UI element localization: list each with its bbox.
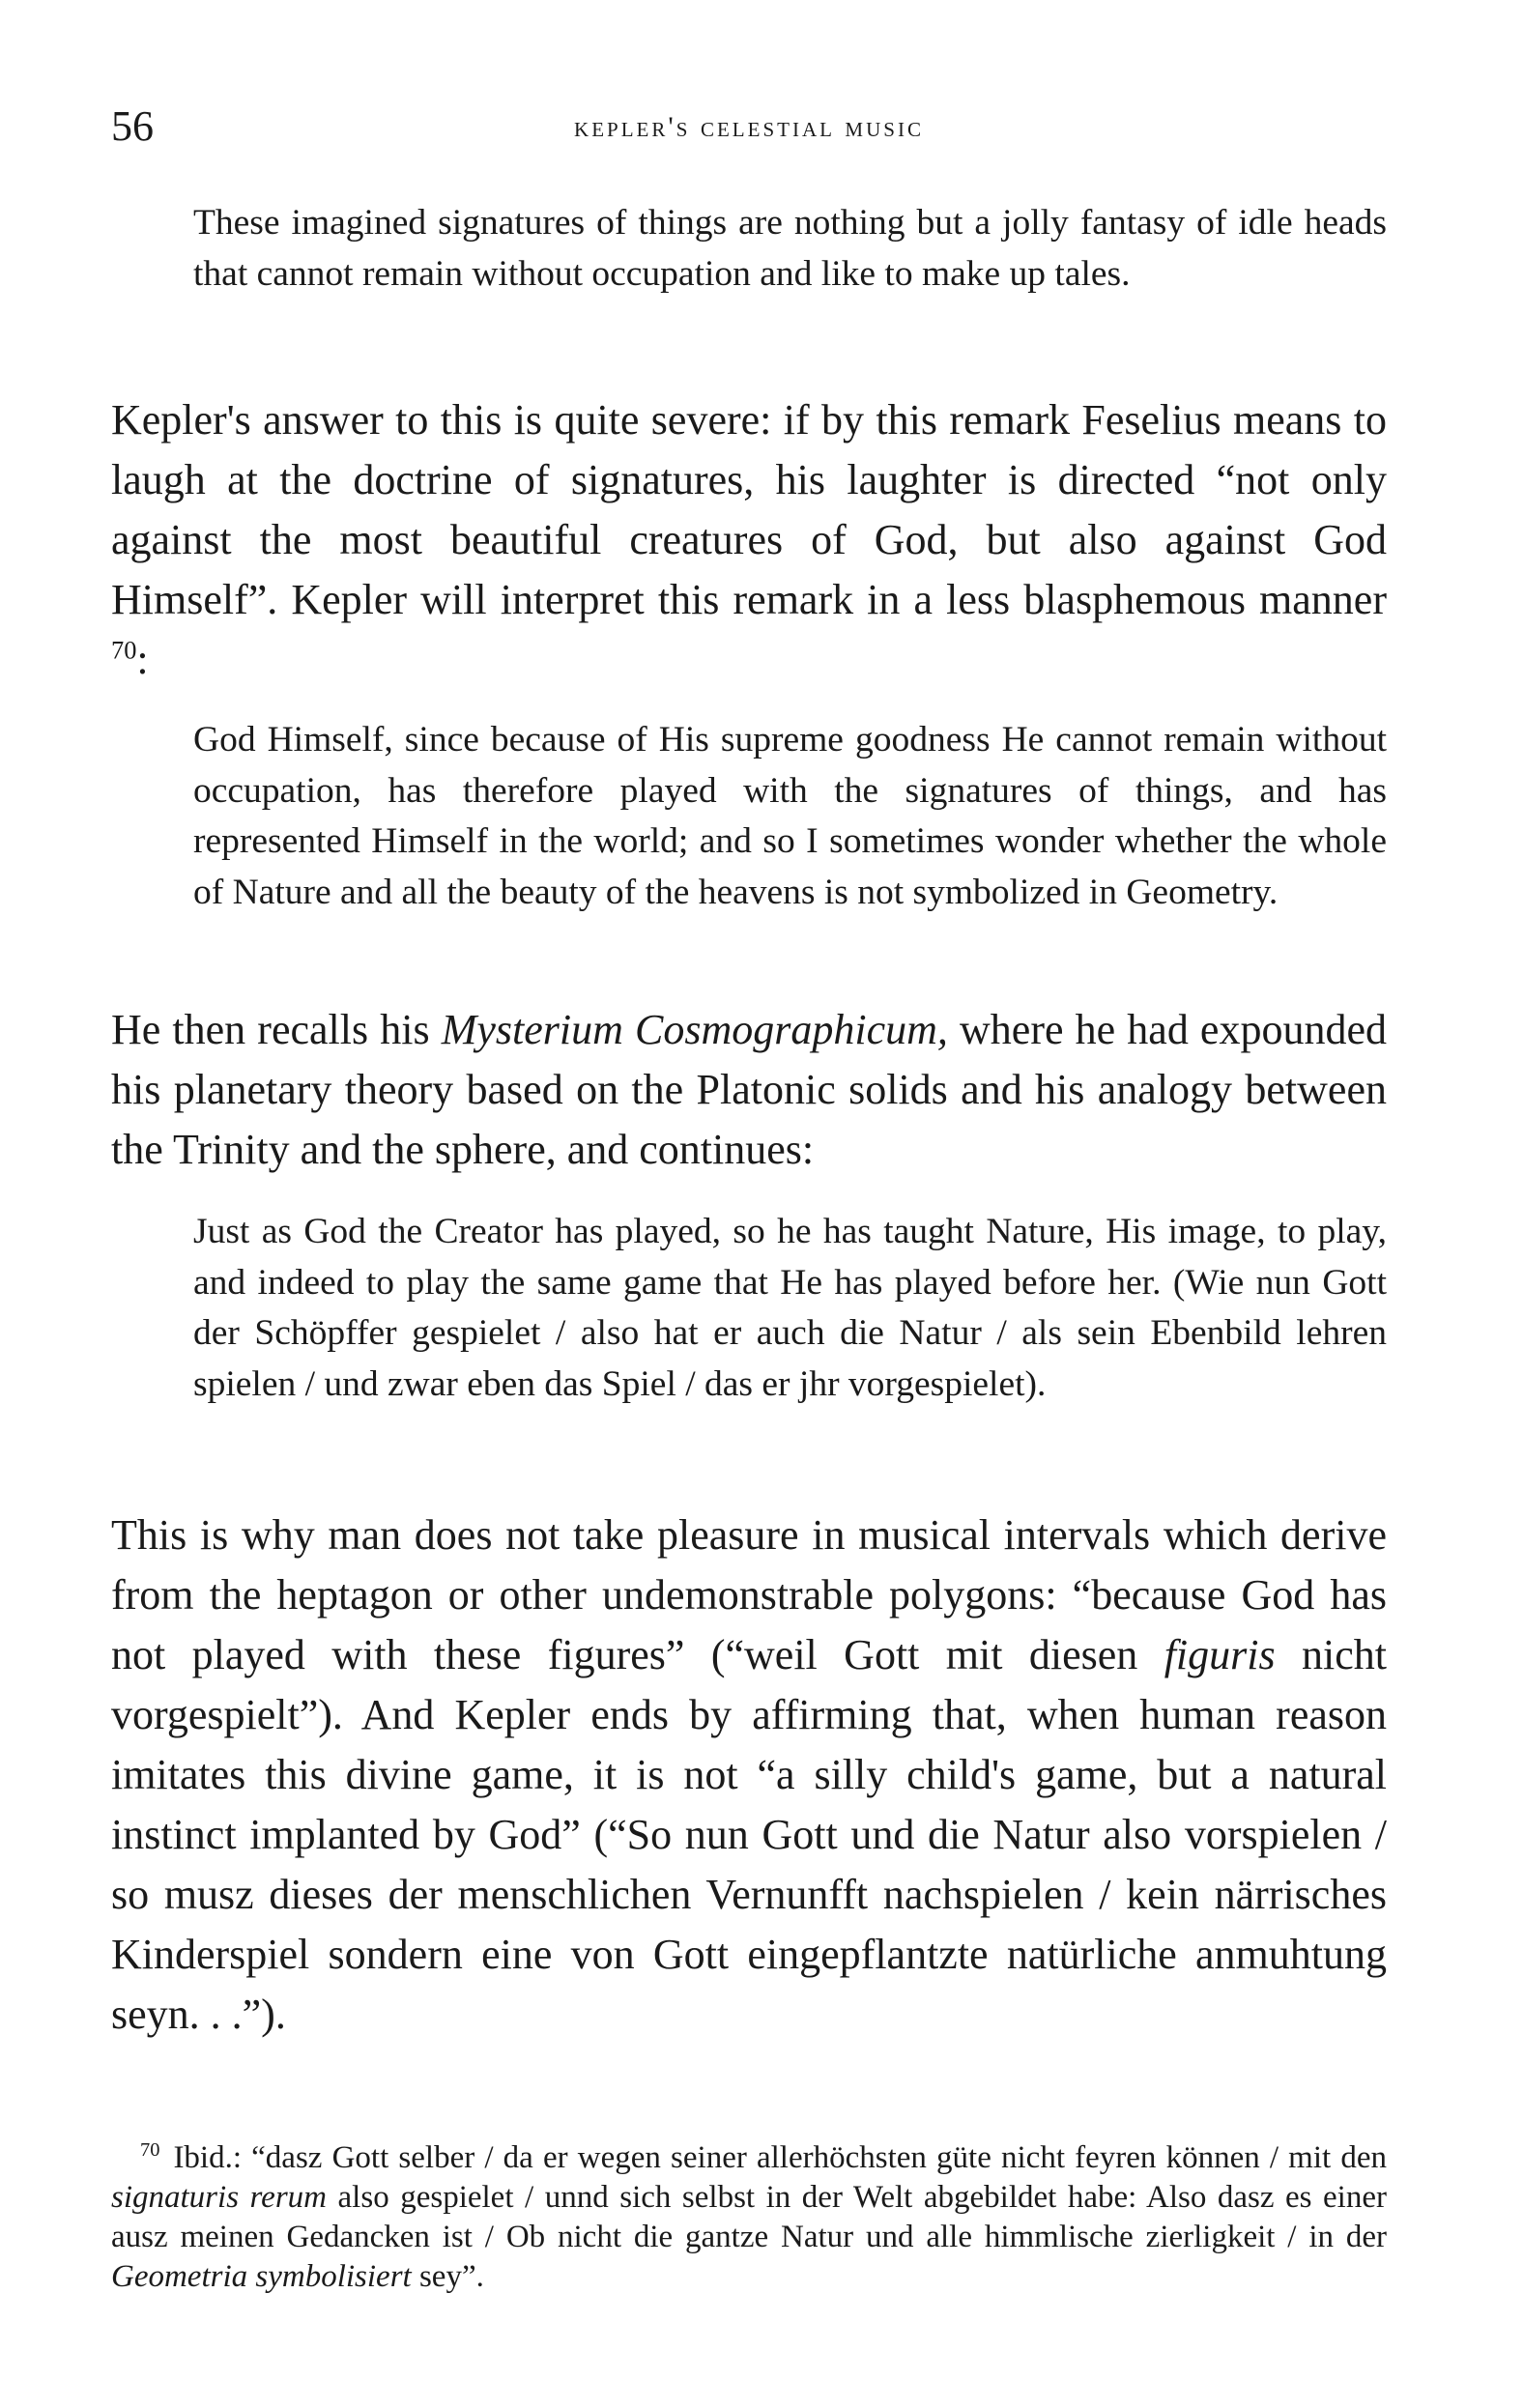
paragraph-text-after: where he had expounded his planetary theory based on the Platonic solids and his analogy between the Trinity and the sphere, and continues: <box>111 1006 1387 1173</box>
block-quote-creator-played <box>193 1207 1387 1410</box>
block-quote-god-himself <box>193 715 1387 918</box>
footnote-text-2: also gespielet / unnd sich selbst in der Welt abgebildet habe: Also dasz es einer ausz meinen Gedancken ist / Ob nicht die gantze Natur und alle himmlische zierligkeit / in der <box>111 2180 1387 2254</box>
footnote-reference[interactable]: 70 <box>111 635 137 665</box>
footnote-number: 70 <box>140 2139 160 2161</box>
quote-text: God Himself, since because of His supreme goodness He cannot remain without occupation, has therefore played with the signatures of things, and has represented Himself in the world; and so I sometimes wonder whether the whole of Nature and all the beauty of the heavens is not symbolized in Geometry. <box>193 720 1387 912</box>
footnote-text-1: Ibid.: “dasz Gott selber / da er wegen seiner allerhöchsten güte nicht feyren können / mit den <box>173 2140 1387 2175</box>
footnote-text-3: sey”. <box>418 2259 484 2294</box>
paragraph-text-before: He then recalls his <box>111 1006 430 1053</box>
footnote-body <box>111 2138 1387 2297</box>
page-header <box>111 101 1387 159</box>
footnote-italic-2: Geometria symbolisiert <box>111 2259 412 2294</box>
footnote <box>111 2138 1387 2297</box>
quote-text: Just as God the Creator has played, so he has taught Nature, His image, to play, and indeed to play the same game that He has played before her. (Wie nun Gott der Schöpffer gespielet / also hat er auch die Natur / als sein Ebenbild lehren spielen / und zwar eben das Spiel / das er jhr vorgespielet). <box>193 1212 1387 1404</box>
paragraph-musical-intervals <box>111 1505 1387 2045</box>
paragraph-text: Kepler's answer to this is quite severe: if by this remark Feselius means to laugh at the doctrine of signatures, his laughter is directed “not only against the most beautiful creatures of God, but also against God Himself”. Kepler will interpret this remark in a less blasphemous manner <box>111 396 1387 623</box>
block-quote-signatures <box>193 198 1387 300</box>
paragraph-text-after: nicht vorgespielt”). And Kepler ends by affirming that, when human reason imitates this divine game, it is not “a silly child's game, but a natural instinct implanted by God” (“So nun Gott und die Natur also vorspielen / so musz dieses der menschlichen Vernunfft nachspielen / kein närrisches Kinderspiel sondern eine von Gott eingepflantzte natürliche anmuhtung seyn. . .”). <box>111 1631 1388 2038</box>
quote-text: These imagined signatures of things are nothing but a jolly fantasy of idle heads that cannot remain without occupation and like to make up tales. <box>193 203 1387 294</box>
running-head: kepler's celestial music <box>574 111 924 143</box>
latin-term: figuris <box>1164 1631 1276 1678</box>
paragraph-tail: : <box>136 636 149 683</box>
footnote-italic-1: signaturis rerum <box>111 2180 327 2215</box>
page-number: 56 <box>111 102 154 150</box>
paragraph-mysterium <box>111 1000 1387 1180</box>
paragraph-text-before: This is why man does not take pleasure in musical intervals which derive from the heptagon or other undemonstrable polygons: “because God has not played with these figures” (“weil Gott mit diesen <box>111 1511 1387 1678</box>
book-title: Mysterium Cosmographicum, <box>441 1006 948 1053</box>
paragraph-kepler-answer <box>111 390 1387 690</box>
